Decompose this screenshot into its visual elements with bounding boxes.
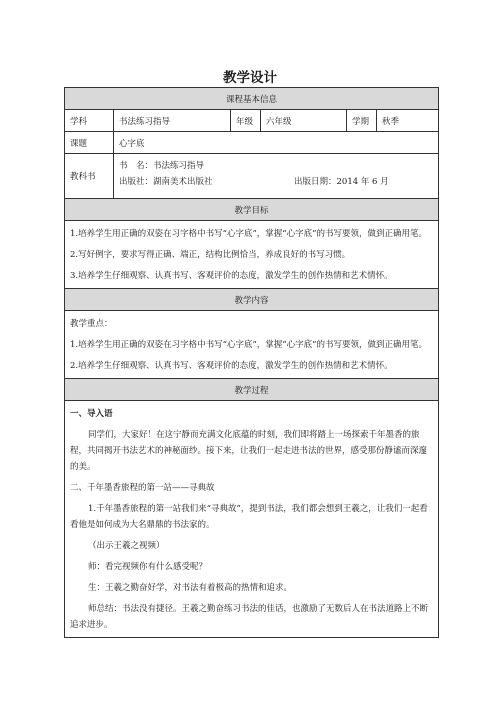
key-points-label: 教学重点：: [70, 319, 113, 329]
basic-info-header: 课程基本信息: [65, 88, 438, 110]
topic-label: 课题: [65, 132, 114, 153]
textbook-details: [114, 154, 438, 198]
part2-title: 二、千年墨香旅程的第一站——寻典故: [70, 483, 215, 493]
content-item: 2.培养学生仔细观察、认真书写、客观评价的态度，激发学生的创作热情和艺术情怀。: [70, 361, 393, 371]
process-body: [65, 401, 438, 637]
book-name: 书 名：书法练习指导: [119, 161, 205, 171]
intro-title: 一、导入语: [70, 409, 113, 419]
content-item: 1.培养学生用正确的双姿在习字格中书写“心字底”，掌握“心字底”的书写要领，做到正确用笔。: [70, 340, 427, 350]
teacher-question: 师：看完视频你有什么感受呢？: [88, 562, 208, 572]
objective-item: 3.培养学生仔细观察、认真书写、客观评价的态度，激发学生的创作热情和艺术情怀。: [70, 271, 393, 281]
objectives-header: 教学目标: [65, 199, 438, 221]
publisher: 出版社：湖南美术出版社: [119, 177, 213, 187]
content-header: 教学内容: [65, 289, 438, 311]
content-body: [65, 311, 438, 379]
lesson-plan-table: [64, 87, 439, 638]
textbook-label: 教科书: [65, 154, 114, 198]
teacher-summary: 师总结：书法没有捷径。王羲之勤奋练习书法的佳话，也激励了无数后人在书法道路上不断追求进步。: [70, 604, 429, 630]
part2-text: 1.千年墨香旅程的第一站我们来“寻典故”，提到书法，我们都会想到王羲之，让我们一起看看他是如何成为大名鼎鼎的书法家的。: [70, 504, 428, 530]
term-value: 秋季: [382, 116, 400, 127]
grade-value: 六年级: [261, 110, 347, 131]
publication-date: 出版日期：2014 年 6 月: [294, 177, 389, 187]
topic-row: [65, 132, 438, 154]
video-note: （出示王羲之视频）: [88, 541, 165, 551]
objectives-body: [65, 221, 438, 289]
student-answer: 生：王羲之勤奋好学，对书法有着极高的热情和追求。: [88, 583, 293, 593]
info-row: [65, 110, 438, 132]
textbook-row: [65, 154, 438, 199]
topic-value: 心字底: [119, 138, 145, 149]
objective-item: 2.写好例字，要求写得正确、端正，结构比例恰当，养成良好的书写习惯。: [70, 250, 351, 260]
document-title: 教学设计: [223, 70, 277, 86]
objective-item: 1.培养学生用正确的双姿在习字格中书写“心字底”，掌握“心字底”的书写要领，做到正确用笔。: [70, 229, 427, 239]
subject-label: 学科: [65, 110, 114, 131]
intro-text: 同学们，大家好！在这宁静而充满文化底蕴的时刻，我们即将踏上一场探索千年墨香的旅程，共同揭开书法艺术的神秘面纱。接下来，让我们一起走进书法的世界，感受那份静谧而深邃的美。: [70, 430, 428, 472]
process-header: 教学过程: [65, 379, 438, 401]
term-label: 学期: [347, 110, 377, 131]
grade-label: 年级: [231, 110, 261, 131]
subject-value: 书法练习指导: [114, 110, 231, 131]
